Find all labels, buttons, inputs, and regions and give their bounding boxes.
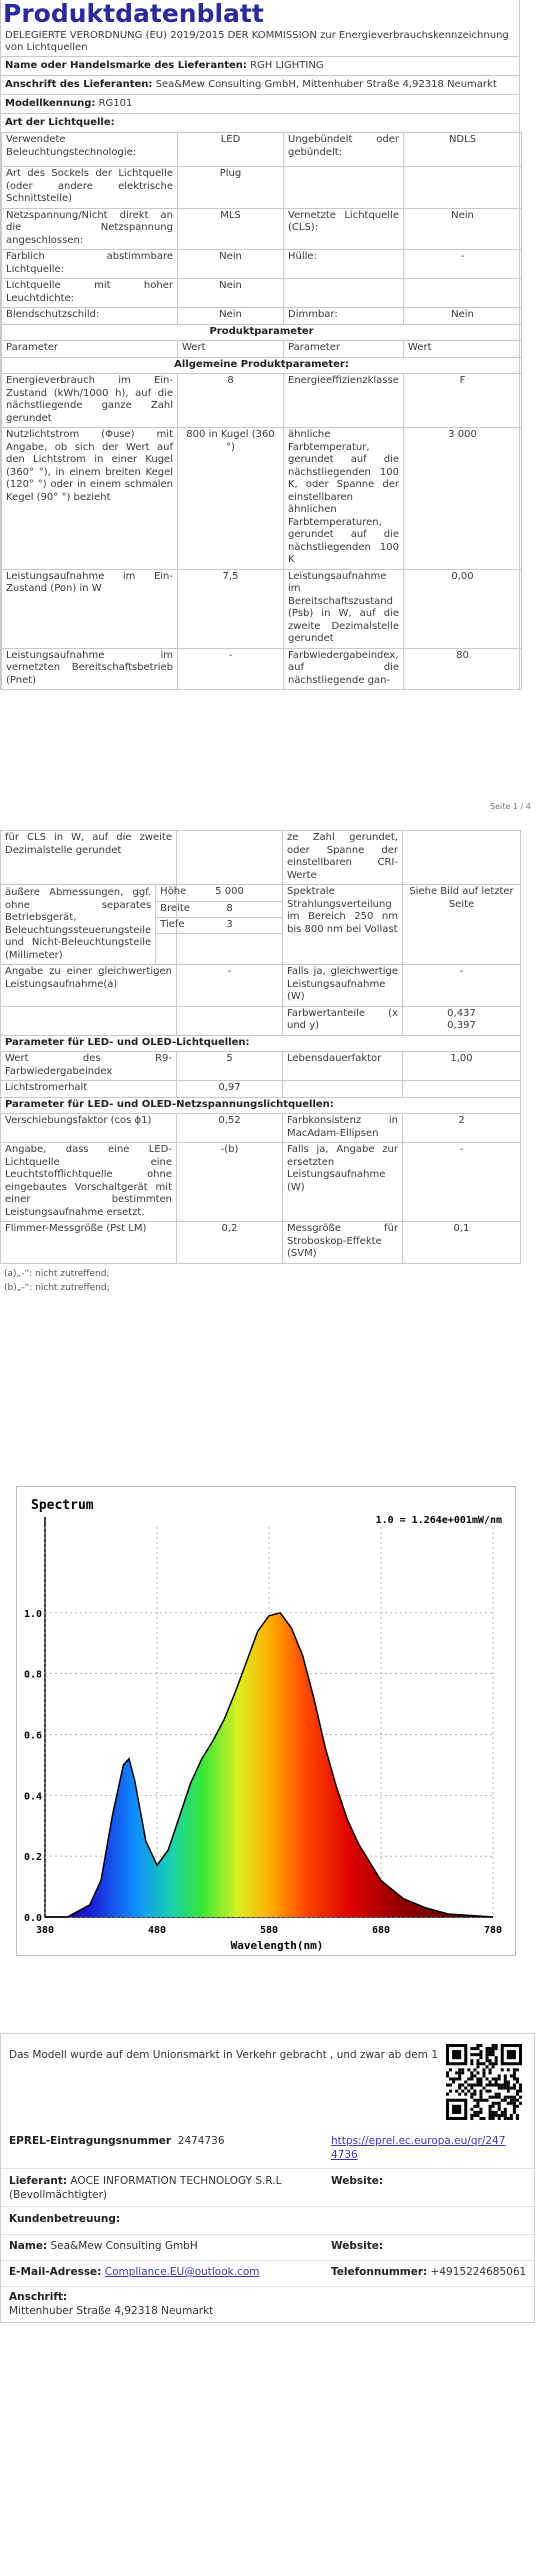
footnotes bbox=[0, 1267, 520, 1295]
eprel-reg-row: EPREL-Eintragungsnummer 2474736 bbox=[9, 2135, 225, 2147]
type-row bbox=[2, 167, 522, 209]
led-row-cell: Wert des R9-Farbwiedergabeindex bbox=[1, 1052, 177, 1081]
footnote-a: (a)„-“: nicht zutreffend; bbox=[4, 1268, 110, 1279]
general-row-cell: Leistungsaufnahme im vernetzten Bereitschaftsbetrieb (Pnet) bbox=[2, 648, 178, 690]
care-name: Name: Sea&Mew Consulting GmbH bbox=[9, 2240, 198, 2252]
address-row bbox=[1, 76, 519, 95]
type-row-cell: LED bbox=[178, 133, 284, 167]
led-row-cell: Lichtstromerhalt bbox=[1, 1081, 177, 1098]
eprel-link[interactable]: https://eprel.ec.europa.eu/qr/2474736 bbox=[331, 2135, 506, 2161]
led-row bbox=[1, 1081, 521, 1098]
general-row-cell: - bbox=[178, 648, 284, 690]
general-row-cell: Nutzlichtstrom (Φuse) mit Angabe, ob sich der Wert auf den Lichtstrom in einer Kugel (360° °), in einem breiten Kegel (120° °) oder in einem schmalen Kegel (90° °) bezieht bbox=[2, 428, 178, 570]
spectrum-chart bbox=[16, 1486, 516, 1956]
led-row-cell: 0,97 bbox=[177, 1081, 283, 1098]
mains-row-cell: Farbkonsistenz in MacAdam-Ellipsen bbox=[283, 1114, 403, 1143]
mains-row-cell: Flimmer-Messgröße (Pst LM) bbox=[1, 1222, 177, 1264]
mains-row bbox=[1, 1222, 521, 1264]
care-address: Anschrift: Mittenhuber Straße 4,92318 Neumarkt bbox=[9, 2291, 214, 2317]
model-row bbox=[1, 95, 519, 114]
general-title-row: Allgemeine Produktparameter: bbox=[2, 357, 522, 374]
mains-row-cell: 0,52 bbox=[177, 1114, 283, 1143]
type-row-cell: Lichtquelle mit hoher Leuchtdichte: bbox=[2, 279, 178, 308]
type-row-cell: Nein bbox=[404, 308, 522, 325]
type-row-cell: Ungebündelt oder gebündelt: bbox=[284, 133, 404, 167]
general-row-cell: 8 bbox=[178, 374, 284, 428]
general-row-cell: F bbox=[404, 374, 522, 428]
spectrum-x-tick: 780 bbox=[483, 1925, 503, 1936]
supplier-value: RGH LIGHTING bbox=[250, 60, 324, 71]
general-row-cell: Angabe zu einer gleichwertigen Leistungsaufnahme(a) bbox=[1, 965, 177, 1007]
type-row-cell: Verwendete Beleuchtungstechnologie: bbox=[2, 133, 178, 167]
spectrum-y-tick: 0.6 bbox=[23, 1730, 42, 1742]
type-row-cell bbox=[284, 167, 404, 209]
general-row-cell: 0,437 0,397 bbox=[403, 1006, 521, 1035]
spectral-distribution-value: Siehe Bild auf letzter Seite bbox=[403, 885, 521, 965]
general-row-cell: 3 000 bbox=[404, 428, 522, 570]
spectrum-x-tick: 380 bbox=[35, 1925, 55, 1936]
market-intro: Das Modell wurde auf dem Unionsmarkt in Verkehr gebracht , und zwar ab dem 1 bbox=[9, 2049, 439, 2061]
spectrum-scale-note: 1.0 = 1.264e+001mW/nm bbox=[375, 1515, 502, 1526]
dimension-name: Breite bbox=[156, 901, 194, 917]
mains-row-cell: - bbox=[403, 1143, 521, 1222]
general-row-cell: 80 bbox=[404, 648, 522, 690]
supplier-label: Name oder Handelsmarke des Lieferanten: bbox=[5, 60, 247, 71]
customer-care-label: Kundenbetreuung: bbox=[9, 2213, 121, 2225]
mains-row bbox=[1, 1114, 521, 1143]
general-row-cell: Leistungsaufnahme im Bereitschaftszustand (Psb) in W, auf die zweite Dezimalstelle gerundet bbox=[284, 569, 404, 648]
type-table bbox=[1, 132, 522, 690]
general-row bbox=[2, 428, 522, 570]
datasheet-page-1 bbox=[0, 0, 520, 690]
address-label: Anschrift des Lieferanten: bbox=[5, 79, 153, 90]
spectrum-label: Spectrum bbox=[31, 1498, 94, 1513]
care-phone: Telefonnummer: +4915224685061 bbox=[331, 2266, 527, 2278]
mains-row-cell: Verschiebungsfaktor (cos ϕ1) bbox=[1, 1114, 177, 1143]
params-title-row: Produktparameter bbox=[2, 324, 522, 341]
general-row-cell: Energieeffizienzklasse bbox=[284, 374, 404, 428]
type-row-cell: Nein bbox=[178, 279, 284, 308]
type-row-cell: Nein bbox=[178, 308, 284, 325]
dimensions-row bbox=[1, 885, 521, 965]
general-row bbox=[2, 374, 522, 428]
general-row-cell: Farbwertanteile (x und y) bbox=[283, 1006, 403, 1035]
spectrum-xlabel: Wavelength(nm) bbox=[230, 1939, 324, 1952]
general-row-cell: 7,5 bbox=[178, 569, 284, 648]
regulation-subtitle: DELEGIERTE VERORDNUNG (EU) 2019/2015 DER KOMMISSION zur Energieverbrauchskennzeichnung von Lichtquellen bbox=[1, 28, 519, 57]
general-row-cell: ähnliche Farbtemperatur, gerundet auf die nächstliegenden 100 K, oder Spanne der einstellbaren ähnlichen Farbtemperaturen, gerundet auf die nächstliegenden 100 K bbox=[284, 428, 404, 570]
mains-row-cell: Messgröße für Stroboskop-Effekte (SVM) bbox=[283, 1222, 403, 1264]
type-row-cell: MLS bbox=[178, 208, 284, 250]
type-row bbox=[2, 133, 522, 167]
type-row bbox=[2, 208, 522, 250]
type-row-cell: Nein bbox=[404, 208, 522, 250]
general-row-cell: Farbwiedergabeindex, auf die nächstliegende gan- bbox=[284, 648, 404, 690]
dimension-name: Tiefe bbox=[156, 917, 194, 933]
type-row-cell: Vernetzte Lichtquelle (CLS): bbox=[284, 208, 404, 250]
dimensions-label: äußere Abmessungen, ggf. ohne separates Betriebsgerät, Beleuchtungssteuerungsteile und Nicht-Beleuchtungsteile (Millimeter) bbox=[1, 885, 156, 964]
type-row-cell: Farblich abstimmbare Lichtquelle: bbox=[2, 250, 178, 279]
spectrum-x-tick: 680 bbox=[371, 1925, 391, 1936]
type-row-cell: Hülle: bbox=[284, 250, 404, 279]
care-email: E-Mail-Adresse: Compliance.EU@outlook.com bbox=[9, 2266, 260, 2278]
general-row bbox=[2, 648, 522, 690]
supplier-website: Website: bbox=[331, 2175, 384, 2187]
mains-row-cell: 0,1 bbox=[403, 1222, 521, 1264]
spectrum-y-tick: 0.8 bbox=[23, 1669, 42, 1681]
type-row-cell: Plug bbox=[178, 167, 284, 209]
mains-row-cell: Falls ja, Angabe zur ersetzten Leistungsaufnahme (W) bbox=[283, 1143, 403, 1222]
mains-row-cell: -(b) bbox=[177, 1143, 283, 1222]
mains-row-cell: 2 bbox=[403, 1114, 521, 1143]
dimension-row bbox=[156, 901, 194, 917]
led-row-cell: Lebensdauerfaktor bbox=[283, 1052, 403, 1081]
footnote-b: (b)„-“: nicht zutreffend; bbox=[4, 1282, 110, 1293]
general-row-cell bbox=[177, 1006, 283, 1035]
spectrum-x-tick: 480 bbox=[147, 1925, 167, 1936]
dimensions-subtable bbox=[1, 885, 194, 964]
supplier-row bbox=[1, 57, 519, 76]
spectrum-svg bbox=[17, 1487, 517, 1957]
email-link[interactable]: Compliance.EU@outlook.com bbox=[104, 2266, 260, 2278]
general-row bbox=[2, 569, 522, 648]
general-row-cell bbox=[1, 1006, 177, 1035]
type-row bbox=[2, 250, 522, 279]
spectrum-y-tick: 1.0 bbox=[23, 1608, 42, 1620]
table-row: für CLS in W, auf die zweite Dezimalstelle gerundet ze Zahl gerundet, oder Spanne der einstellbaren CRI-Werte bbox=[1, 831, 521, 885]
dimension-name: Höhe bbox=[156, 885, 194, 901]
dimension-value: 5 000 bbox=[177, 885, 282, 901]
mains-row-cell: Angabe, dass eine LED-Lichtquelle eine Leuchtstofflichtquelle ohne eingebautes Vorschaltgerät mit einer bestimmten Leistungsaufnahme ersetzt. bbox=[1, 1143, 177, 1222]
care-website: Website: bbox=[331, 2240, 384, 2252]
eprel-reg-number: 2474736 bbox=[177, 2135, 225, 2147]
params-header-row: Parameter Wert Parameter Wert bbox=[2, 341, 522, 358]
led-row-cell bbox=[403, 1081, 521, 1098]
general-row-cell: Energieverbrauch im Ein-Zustand (kWh/1000 h), auf die nächstliegende ganze Zahl gerundet bbox=[2, 374, 178, 428]
general-row-cell: - bbox=[403, 965, 521, 1007]
general-row bbox=[1, 1006, 521, 1035]
spectrum-x-tick: 580 bbox=[259, 1925, 279, 1936]
spectrum-y-tick: 0.2 bbox=[23, 1852, 42, 1864]
dimension-value-row bbox=[177, 901, 282, 917]
dimension-value: 3 bbox=[177, 917, 282, 933]
type-row-cell: Nein bbox=[178, 250, 284, 279]
model-label: Modellkennung: bbox=[5, 98, 96, 109]
qr-code[interactable] bbox=[446, 2044, 522, 2120]
general-row-cell: Leistungsaufnahme im Ein-Zustand (Pon) in W bbox=[2, 569, 178, 648]
led-row-cell bbox=[283, 1081, 403, 1098]
spectrum-area bbox=[45, 1613, 493, 1917]
type-row-cell: Netzspannung/Nicht direkt an die Netzspannung angeschlossen: bbox=[2, 208, 178, 250]
type-row-cell bbox=[404, 279, 522, 308]
led-title-row: Parameter für LED- und OLED-Lichtquellen: bbox=[1, 1035, 521, 1052]
type-row bbox=[2, 279, 522, 308]
type-row-cell: Art des Sockels der Lichtquelle (oder andere elektrische Schnittstelle) bbox=[2, 167, 178, 209]
mains-row bbox=[1, 1143, 521, 1222]
type-row-cell: Blendschutzschild: bbox=[2, 308, 178, 325]
general-row bbox=[1, 965, 521, 1007]
dimension-value-row bbox=[177, 917, 282, 933]
type-row bbox=[2, 308, 522, 325]
supplier-block: Lieferant: AOCE INFORMATION TECHNOLOGY S.R.L (Bevollmächtigter) bbox=[9, 2175, 282, 2201]
dimension-value-row bbox=[177, 885, 282, 901]
mains-title-row: Parameter für LED- und OLED-Netzspannungslichtquellen: bbox=[1, 1097, 521, 1114]
type-row-cell bbox=[404, 167, 522, 209]
led-row bbox=[1, 1052, 521, 1081]
page-number: Seite 1 / 4 bbox=[490, 802, 531, 811]
spectral-distribution-label: Spektrale Strahlungsverteilung im Bereich 250 nm bis 800 nm bei Vollast bbox=[283, 885, 403, 965]
eprel-panel bbox=[0, 2033, 535, 2323]
spectrum-y-tick: 0.4 bbox=[23, 1791, 42, 1803]
page-title: Produktdatenblatt bbox=[3, 0, 264, 28]
led-row-cell: 1,00 bbox=[403, 1052, 521, 1081]
params-table-continued bbox=[0, 830, 521, 1264]
type-row-cell: - bbox=[404, 250, 522, 279]
spectrum-y-tick: 0.0 bbox=[23, 1913, 42, 1924]
dimension-value: 8 bbox=[177, 901, 282, 917]
mains-row-cell: 0,2 bbox=[177, 1222, 283, 1264]
general-row-cell: Falls ja, gleichwertige Leistungsaufnahme (W) bbox=[283, 965, 403, 1007]
dimensions-values bbox=[177, 885, 283, 965]
general-row-cell: - bbox=[177, 965, 283, 1007]
type-heading: Art der Lichtquelle: bbox=[5, 117, 115, 128]
type-row-cell: NDLS bbox=[404, 133, 522, 167]
general-row-cell: 800 in Kugel (360 °) bbox=[178, 428, 284, 570]
address-value: Sea&Mew Consulting GmbH, Mittenhuber Straße 4,92318 Neumarkt bbox=[155, 79, 497, 90]
general-row-cell: 0,00 bbox=[404, 569, 522, 648]
type-row-cell: Dimmbar: bbox=[284, 308, 404, 325]
model-value: RG101 bbox=[98, 98, 133, 109]
led-row-cell: 5 bbox=[177, 1052, 283, 1081]
datasheet-page-2 bbox=[0, 830, 520, 1295]
type-row-cell bbox=[284, 279, 404, 308]
